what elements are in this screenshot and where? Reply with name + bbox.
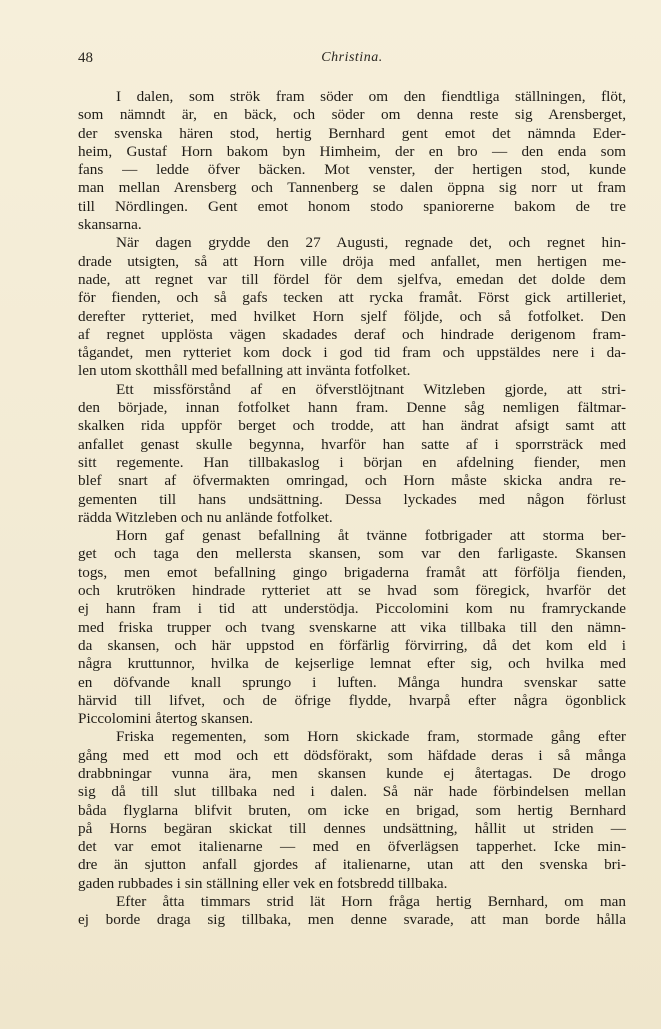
text-line: Efter åtta timmars strid lät Horn fråga hertig Bernhard, om man: [116, 893, 626, 911]
text-line: några kruttunnor, hvilka de kejserlige lemnat efter sig, och hvilka med: [78, 655, 626, 673]
text-line: Ett missförstånd af en öfverstlöjtnant Witzleben gjorde, att stri-: [116, 380, 626, 398]
text-line: tågandet, men rytteriet kom dock i god tid fram och uppstäldes nere i da-: [78, 344, 626, 362]
text-line: Friska regementen, som Horn skickade fram, stormade gång efter: [116, 728, 626, 746]
text-line: Horn gaf genast befallning åt tvänne fotbrigader att storma ber-: [116, 527, 626, 545]
text-line: man mellan Arensberg och Tannenberg se dalen öppna sig norr ut fram: [78, 179, 626, 197]
page-header: [78, 50, 626, 72]
paragraph: [78, 893, 626, 930]
text-line: båda flyglarna blifvit bruten, om icke en brigad, som hertig Bernhard: [78, 801, 626, 819]
text-line: till Nördlingen. Gent emot honom stodo spaniorerne bakom de tre: [78, 197, 626, 215]
text-line: togs, men emot befallning gingo brigaderna framåt att förfölja fienden,: [78, 563, 626, 581]
text-line: derefter rytteriet, med hvilket Horn sjelf följde, och så fotfolket. Den: [78, 307, 626, 325]
text-line: gementen till hans undsättning. Dessa lyckades med någon förlust: [78, 490, 626, 508]
paragraph: [78, 728, 626, 893]
text-line: I dalen, som strök fram söder om den fiendtliga ställningen, flöt,: [116, 88, 626, 105]
text-line: fans — ledde öfver bäcken. Mot venster, der hertigen stod, kunde: [78, 161, 626, 179]
paragraph: [78, 527, 626, 728]
text-line: skalken rida uppför berget och trodde, att han ändrat afsigt samt att: [78, 417, 626, 435]
text-line: blef snart af öfvermakten omringad, och Horn måste skicka andra re-: [78, 472, 626, 490]
text-line: sig då till slut tillbaka ned i dalen. Så när hade förbindelsen mellan: [78, 783, 626, 801]
text-line: ej borde draga sig tillbaka, men denne svarade, att man borde hålla: [78, 911, 626, 929]
text-line: af regnet upplösta vägen skadades deraf och hindrade derigenom fram-: [78, 325, 626, 343]
text-line: len utom skotthåll med befallning att invänta fotfolket.: [78, 362, 411, 380]
text-line: get och taga den mellersta skansen, som var den farligaste. Skansen: [78, 545, 626, 563]
text-line: sitt regemente. Han tillbakaslog i början en afdelning fiender, men: [78, 453, 626, 471]
text-line: När dagen grydde den 27 Augusti, regnade det, och regnet hin-: [116, 234, 626, 252]
text-line: det var emot italienarne — med en öfverlägsen tapperhet. Icke min-: [78, 838, 626, 856]
text-line: nade, att regnet var till fördel för dem sjelfva, emedan det dolde dem: [78, 270, 626, 288]
text-line: rädda Witzleben och nu anlände fotfolket.: [78, 508, 333, 526]
text-line: heim, Gustaf Horn bakom byn Himheim, der en bro — den enda som: [78, 142, 626, 160]
text-line: den började, innan fotfolket hann fram. Denne såg nemligen fältmar-: [78, 399, 626, 417]
paragraph: [78, 381, 626, 527]
text-line: anfallet genast skulle begynna, hvarför han satte af i sporrsträck med: [78, 435, 626, 453]
text-line: för fienden, och så gafs tecken att rycka framåt. Först gick artilleriet,: [78, 289, 626, 307]
page-number: 48: [78, 50, 93, 66]
text-line: gaden rubbades i sin ställning eller vek en fotsbredd tillbaka.: [78, 874, 448, 892]
paragraph: [78, 88, 626, 234]
text-line: med friska trupper och tvang svenskarne att vika tillbaka till den nämn-: [78, 618, 626, 636]
text-line: drade utsigten, så att Horn ville dröja med anfallet, men hertigen me-: [78, 252, 626, 270]
text-line: en döfvande knall sprungo i luften. Många hundra svenskar satte: [78, 673, 626, 691]
text-line: som nämndt är, en bäck, och söder om denna reste sig Arensberget,: [78, 106, 626, 124]
text-line: da skansen, och här uppstod en förfärlig förvirring, då det kom eld i: [78, 636, 626, 654]
text-line: dre än sjutton anfall gjordes af italienarne, utan att den svenska bri-: [78, 856, 626, 874]
text-line: och krutröken hindrade rytteriet att se hvad som föregick, hvarför det: [78, 582, 626, 600]
text-line: härvid till lifvet, och de öfrige flydde, hvarpå efter några ögonblick: [78, 691, 626, 709]
text-line: ej hann fram i tid att understödja. Piccolomini kom nu framryckande: [78, 600, 626, 618]
text-line: på Horns begäran skickat till dennes undsättning, hållit ut striden —: [78, 819, 626, 837]
text-line: skansarna.: [78, 216, 142, 234]
text-line: Piccolomini återtog skansen.: [78, 710, 254, 728]
text-line: gång med ett mod och ett dödsförakt, som häfdade deras i så många: [78, 746, 626, 764]
body-text: [78, 88, 626, 930]
text-line: der svenska hären stod, hertig Bernhard gent emot det nämnda Eder-: [78, 124, 626, 142]
text-line: drabbningar vunna ära, men skansen kunde ej återtagas. De drogo: [78, 764, 626, 782]
running-head: Christina.: [321, 50, 383, 65]
paragraph: [78, 234, 626, 380]
